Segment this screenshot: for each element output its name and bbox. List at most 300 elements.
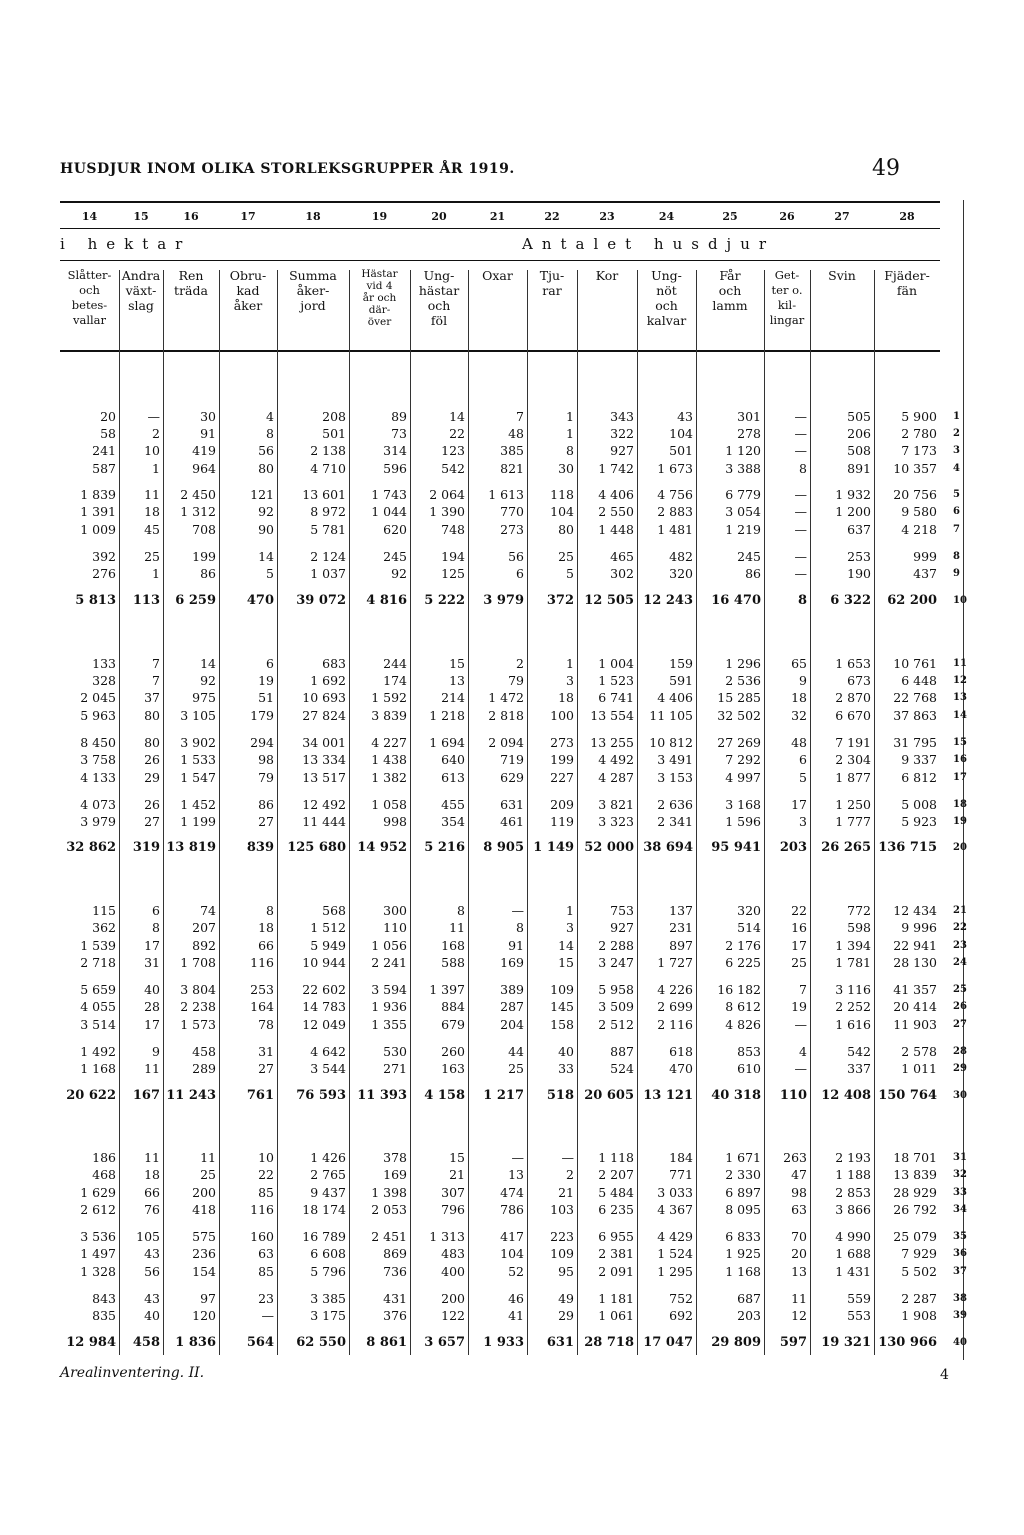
row-number: 24 <box>953 957 967 968</box>
table-cell: 3 247 <box>598 955 634 970</box>
table-cell: 1 533 <box>180 752 216 767</box>
table-total-cell: 518 <box>546 1088 574 1103</box>
table-total-cell: 14 952 <box>357 840 407 855</box>
table-cell: 27 824 <box>302 708 346 723</box>
table-cell: 1 932 <box>835 487 871 502</box>
row-number: 27 <box>953 1019 967 1030</box>
table-cell: 28 <box>144 999 160 1014</box>
column-divider <box>277 270 278 1355</box>
column-number: 15 <box>133 210 149 223</box>
row-number: 37 <box>953 1266 967 1277</box>
table-cell: 1 777 <box>835 814 871 829</box>
table-cell: 1 009 <box>80 522 116 537</box>
table-cell: — <box>794 443 807 458</box>
table-cell: 76 <box>144 1202 160 1217</box>
table-cell: 12 434 <box>893 903 937 918</box>
table-total-cell: 13 121 <box>643 1088 693 1103</box>
table-cell: 46 <box>508 1291 524 1306</box>
table-total-cell: 564 <box>246 1335 274 1350</box>
table-cell: 44 <box>508 1044 524 1059</box>
table-cell: 736 <box>383 1264 407 1279</box>
table-cell: 1 058 <box>371 797 407 812</box>
table-cell: 2 536 <box>725 673 761 688</box>
column-divider <box>349 270 350 1355</box>
table-total-cell: 62 200 <box>887 593 937 608</box>
column-header: Kor <box>595 268 619 283</box>
table-cell: 7 <box>152 656 160 671</box>
table-cell: 95 <box>558 1264 574 1279</box>
table-total-cell: 13 819 <box>166 840 216 855</box>
table-cell: 2 780 <box>901 426 937 441</box>
header-bottom-rule <box>60 350 940 352</box>
table-cell: 4 <box>266 409 274 424</box>
table-cell: 752 <box>669 1291 693 1306</box>
table-cell: 65 <box>791 656 807 671</box>
table-cell: 1 596 <box>725 814 761 829</box>
table-cell: 154 <box>192 1264 216 1279</box>
row-number: 30 <box>953 1090 967 1101</box>
row-number: 13 <box>953 692 967 703</box>
table-cell: 8 095 <box>725 1202 761 1217</box>
table-cell: 2 304 <box>835 752 871 767</box>
column-divider <box>410 270 411 1355</box>
row-number: 2 <box>953 428 960 439</box>
table-cell: 11 105 <box>649 708 693 723</box>
row-number: 31 <box>953 1152 967 1163</box>
table-cell: 1 397 <box>429 982 465 997</box>
table-total-cell: 4 816 <box>366 593 407 608</box>
row-number: 18 <box>953 799 967 810</box>
table-total-cell: 4 158 <box>424 1088 465 1103</box>
table-cell: 4 073 <box>80 797 116 812</box>
table-cell: 1 613 <box>488 487 524 502</box>
table-cell: 376 <box>383 1308 407 1323</box>
table-cell: 199 <box>550 752 574 767</box>
row-number: 22 <box>953 922 967 933</box>
table-cell: 4 133 <box>80 770 116 785</box>
table-cell: 3 323 <box>598 814 634 829</box>
table-cell: 27 <box>144 814 160 829</box>
table-cell: 79 <box>508 673 524 688</box>
row-number: 1 <box>953 411 960 422</box>
table-cell: 91 <box>508 938 524 953</box>
column-number: 16 <box>183 210 199 223</box>
row-number: 8 <box>953 551 960 562</box>
table-cell: 3 544 <box>310 1061 346 1076</box>
table-cell: 2 450 <box>180 487 216 502</box>
table-cell: 1 250 <box>835 797 871 812</box>
table-cell: 109 <box>550 982 574 997</box>
column-number: 23 <box>599 210 615 223</box>
table-cell: 73 <box>391 426 407 441</box>
column-number: 20 <box>431 210 447 223</box>
table-cell: 6 <box>266 656 274 671</box>
table-cell: 320 <box>737 903 761 918</box>
table-total-cell: 372 <box>546 593 574 608</box>
table-cell: 92 <box>391 566 407 581</box>
table-cell: 164 <box>250 999 274 1014</box>
table-cell: 1 727 <box>657 955 693 970</box>
column-header: Ung- hästar och föl <box>418 268 460 328</box>
table-cell: 2 138 <box>310 443 346 458</box>
colno-rule <box>60 228 940 229</box>
table-cell: 2 193 <box>835 1150 871 1165</box>
table-cell: 103 <box>550 1202 574 1217</box>
table-cell: 2 381 <box>598 1246 634 1261</box>
table-cell: 25 <box>200 1167 216 1182</box>
table-cell: 80 <box>558 522 574 537</box>
table-cell: 2 853 <box>835 1185 871 1200</box>
table-cell: 1 044 <box>371 504 407 519</box>
table-cell: 2 818 <box>488 708 524 723</box>
table-cell: 1 328 <box>80 1264 116 1279</box>
table-cell: 8 <box>799 461 807 476</box>
table-cell: 385 <box>500 443 524 458</box>
table-total-cell: 6 322 <box>830 593 871 608</box>
table-cell: 1 394 <box>835 938 871 953</box>
table-cell: 158 <box>550 1017 574 1032</box>
table-total-cell: 12 243 <box>643 593 693 608</box>
table-total-cell: 20 605 <box>584 1088 634 1103</box>
table-cell: — <box>561 1150 574 1165</box>
table-total-cell: 40 318 <box>711 1088 761 1103</box>
table-cell: 337 <box>847 1061 871 1076</box>
table-cell: 63 <box>258 1246 274 1261</box>
table-cell: 19 <box>791 999 807 1014</box>
table-cell: 276 <box>92 566 116 581</box>
table-cell: 3 116 <box>835 982 871 997</box>
table-cell: 1 743 <box>371 487 407 502</box>
table-cell: 223 <box>550 1229 574 1244</box>
table-cell: 1 188 <box>835 1167 871 1182</box>
row-number: 35 <box>953 1231 967 1242</box>
table-cell: 1 219 <box>725 522 761 537</box>
table-cell: 771 <box>669 1167 693 1182</box>
table-cell: — <box>794 504 807 519</box>
table-cell: 999 <box>913 549 937 564</box>
table-cell: 26 792 <box>893 1202 937 1217</box>
table-cell: 869 <box>383 1246 407 1261</box>
table-cell: 1 313 <box>429 1229 465 1244</box>
row-number: 33 <box>953 1187 967 1198</box>
table-cell: 483 <box>441 1246 465 1261</box>
table-cell: 200 <box>441 1291 465 1306</box>
column-divider <box>119 270 120 1355</box>
table-cell: — <box>794 1017 807 1032</box>
table-cell: 21 <box>449 1167 465 1182</box>
table-cell: 63 <box>791 1202 807 1217</box>
table-cell: 206 <box>847 426 871 441</box>
table-cell: 16 <box>791 920 807 935</box>
table-cell: 470 <box>669 1061 693 1076</box>
table-cell: 6 448 <box>901 673 937 688</box>
table-cell: 14 <box>200 656 216 671</box>
table-cell: 786 <box>500 1202 524 1217</box>
column-header: Tju- rar <box>539 268 565 298</box>
table-cell: 753 <box>610 903 634 918</box>
table-cell: 8 <box>152 920 160 935</box>
table-cell: 273 <box>500 522 524 537</box>
column-header: Andra växt- slag <box>121 268 161 313</box>
row-number: 25 <box>953 984 967 995</box>
table-cell: 9 437 <box>310 1185 346 1200</box>
table-cell: 52 <box>508 1264 524 1279</box>
table-cell: 3 033 <box>657 1185 693 1200</box>
table-cell: 2 091 <box>598 1264 634 1279</box>
row-number: 17 <box>953 772 967 783</box>
table-cell: 683 <box>322 656 346 671</box>
table-cell: 1 295 <box>657 1264 693 1279</box>
table-cell: 19 <box>258 673 274 688</box>
table-cell: 301 <box>737 409 761 424</box>
table-cell: 2 <box>516 656 524 671</box>
table-cell: 4 710 <box>310 461 346 476</box>
table-cell: 207 <box>192 920 216 935</box>
table-cell: 927 <box>610 920 634 935</box>
table-cell: 18 <box>144 1167 160 1182</box>
table-cell: 25 <box>558 549 574 564</box>
table-cell: 97 <box>200 1291 216 1306</box>
column-number: 21 <box>489 210 506 223</box>
column-number: 24 <box>658 210 675 223</box>
table-cell: 66 <box>258 938 274 953</box>
table-cell: 4 997 <box>725 770 761 785</box>
table-cell: 1 118 <box>598 1150 634 1165</box>
table-cell: 27 <box>258 1061 274 1076</box>
table-cell: 1 877 <box>835 770 871 785</box>
row-number: 11 <box>953 658 967 669</box>
column-number: 26 <box>779 210 795 223</box>
table-cell: 8 972 <box>310 504 346 519</box>
table-cell: 2 765 <box>310 1167 346 1182</box>
table-cell: 15 <box>558 955 574 970</box>
table-cell: 679 <box>441 1017 465 1032</box>
table-total-cell: 38 694 <box>643 840 693 855</box>
table-cell: 2 094 <box>488 735 524 750</box>
table-cell: 20 <box>100 409 116 424</box>
column-header: Get- ter o. kil- lingar <box>769 268 805 327</box>
table-cell: 80 <box>258 461 274 476</box>
table-cell: 10 <box>144 443 160 458</box>
table-total-cell: 29 809 <box>711 1335 761 1350</box>
table-cell: 123 <box>441 443 465 458</box>
table-cell: 30 <box>200 409 216 424</box>
table-cell: 508 <box>847 443 871 458</box>
table-cell: 3 594 <box>371 982 407 997</box>
table-total-cell: 458 <box>132 1335 160 1350</box>
table-cell: 12 <box>791 1308 807 1323</box>
table-cell: 13 601 <box>302 487 346 502</box>
table-cell: 6 741 <box>598 690 634 705</box>
table-cell: 328 <box>92 673 116 688</box>
table-cell: 418 <box>192 1202 216 1217</box>
table-cell: 9 996 <box>901 920 937 935</box>
table-cell: 169 <box>383 1167 407 1182</box>
table-cell: 1 <box>566 409 574 424</box>
table-cell: 85 <box>258 1185 274 1200</box>
table-cell: — <box>794 426 807 441</box>
table-cell: 11 <box>144 487 160 502</box>
table-cell: 417 <box>500 1229 524 1244</box>
table-cell: 1 <box>566 903 574 918</box>
table-total-cell: 6 259 <box>175 593 216 608</box>
table-cell: 194 <box>441 549 465 564</box>
column-divider <box>577 270 578 1355</box>
table-cell: 1 168 <box>725 1264 761 1279</box>
table-cell: 6 779 <box>725 487 761 502</box>
table-cell: 1 573 <box>180 1017 216 1032</box>
table-cell: 4 227 <box>371 735 407 750</box>
table-cell: 6 670 <box>835 708 871 723</box>
table-cell: 3 979 <box>80 814 116 829</box>
table-cell: 474 <box>500 1185 524 1200</box>
table-cell: 11 444 <box>302 814 346 829</box>
table-cell: 8 612 <box>725 999 761 1014</box>
table-cell: 4 756 <box>657 487 693 502</box>
table-cell: 2 <box>152 426 160 441</box>
table-cell: 7 292 <box>725 752 761 767</box>
table-cell: 5 <box>266 566 274 581</box>
table-cell: 300 <box>383 903 407 918</box>
table-cell: 400 <box>441 1264 465 1279</box>
row-number: 39 <box>953 1310 967 1321</box>
column-divider <box>874 270 875 1355</box>
table-total-cell: 1 933 <box>483 1335 524 1350</box>
table-cell: 287 <box>500 999 524 1014</box>
table-total-cell: 52 000 <box>584 840 634 855</box>
table-cell: 3 <box>566 673 574 688</box>
table-cell: 109 <box>550 1246 574 1261</box>
table-cell: 21 <box>558 1185 574 1200</box>
table-cell: 253 <box>250 982 274 997</box>
column-divider <box>468 270 469 1355</box>
table-cell: — <box>794 1061 807 1076</box>
row-number: 23 <box>953 940 967 951</box>
table-cell: 322 <box>610 426 634 441</box>
table-cell: 12 492 <box>302 797 346 812</box>
table-cell: 1 653 <box>835 656 871 671</box>
table-cell: 2 238 <box>180 999 216 1014</box>
table-total-cell: 130 966 <box>878 1335 937 1350</box>
table-total-cell: 32 862 <box>66 840 116 855</box>
table-cell: 231 <box>669 920 693 935</box>
row-number: 32 <box>953 1169 967 1180</box>
table-cell: 214 <box>441 690 465 705</box>
row-number: 16 <box>953 754 967 765</box>
table-cell: 5 484 <box>598 1185 634 1200</box>
table-cell: 56 <box>144 1264 160 1279</box>
table-cell: 29 <box>144 770 160 785</box>
table-cell: 1 181 <box>598 1291 634 1306</box>
table-cell: 25 <box>144 549 160 564</box>
table-total-cell: 12 505 <box>584 593 634 608</box>
table-cell: 3 168 <box>725 797 761 812</box>
table-cell: 1 296 <box>725 656 761 671</box>
table-cell: 4 492 <box>598 752 634 767</box>
table-cell: 1 492 <box>80 1044 116 1059</box>
table-total-cell: 136 715 <box>878 840 937 855</box>
table-cell: 891 <box>847 461 871 476</box>
table-cell: 461 <box>500 814 524 829</box>
table-cell: 2 341 <box>657 814 693 829</box>
table-total-cell: 150 764 <box>878 1088 937 1103</box>
table-total-cell: 8 <box>797 593 807 608</box>
table-total-cell: 5 216 <box>424 840 465 855</box>
table-cell: 27 269 <box>717 735 761 750</box>
table-cell: 1 <box>566 656 574 671</box>
table-cell: 975 <box>192 690 216 705</box>
table-cell: 253 <box>847 549 871 564</box>
table-cell: 273 <box>550 735 574 750</box>
table-cell: 4 406 <box>657 690 693 705</box>
table-cell: 116 <box>250 955 274 970</box>
table-cell: 79 <box>258 770 274 785</box>
group-label-hektar: i hektar <box>60 235 192 253</box>
table-cell: 16 789 <box>302 1229 346 1244</box>
table-cell: 3 758 <box>80 752 116 767</box>
table-cell: 1 629 <box>80 1185 116 1200</box>
table-cell: 28 130 <box>893 955 937 970</box>
column-header: Hästar vid 4 år och där- över <box>361 268 398 328</box>
table-cell: 1 312 <box>180 504 216 519</box>
table-cell: 43 <box>144 1246 160 1261</box>
table-cell: 22 602 <box>302 982 346 997</box>
table-cell: 378 <box>383 1150 407 1165</box>
table-cell: 320 <box>669 566 693 581</box>
table-cell: 32 <box>791 708 807 723</box>
table-cell: 16 182 <box>717 982 761 997</box>
table-cell: 389 <box>500 982 524 997</box>
table-cell: 23 <box>258 1291 274 1306</box>
table-cell: 559 <box>847 1291 871 1306</box>
table-cell: 9 <box>152 1044 160 1059</box>
table-cell: 20 414 <box>893 999 937 1014</box>
table-cell: 3 388 <box>725 461 761 476</box>
table-cell: 8 <box>266 426 274 441</box>
column-header: Ung- nöt och kalvar <box>646 268 687 328</box>
table-cell: 1 448 <box>598 522 634 537</box>
table-cell: 927 <box>610 443 634 458</box>
table-cell: 186 <box>92 1150 116 1165</box>
table-cell: 17 <box>144 938 160 953</box>
table-cell: 1 <box>152 461 160 476</box>
table-cell: 160 <box>250 1229 274 1244</box>
table-cell: 596 <box>383 461 407 476</box>
table-cell: 4 <box>799 1044 807 1059</box>
table-cell: 598 <box>847 920 871 935</box>
column-header: Summa åker- jord <box>289 268 337 313</box>
table-total-cell: 8 861 <box>366 1335 407 1350</box>
table-cell: 168 <box>441 938 465 953</box>
table-cell: 640 <box>441 752 465 767</box>
table-cell: 6 <box>799 752 807 767</box>
table-cell: 6 955 <box>598 1229 634 1244</box>
table-cell: 3 866 <box>835 1202 871 1217</box>
table-cell: 1 011 <box>901 1061 937 1076</box>
table-cell: 241 <box>92 443 116 458</box>
table-cell: 6 235 <box>598 1202 634 1217</box>
table-cell: 673 <box>847 673 871 688</box>
table-total-cell: 1 836 <box>175 1335 216 1350</box>
table-total-cell: 839 <box>246 840 274 855</box>
column-header: Slåtter- och betes- vallar <box>67 268 112 327</box>
table-cell: 3 175 <box>310 1308 346 1323</box>
table-cell: 100 <box>550 708 574 723</box>
row-number: 6 <box>953 506 960 517</box>
table-cell: 1 936 <box>371 999 407 1014</box>
table-cell: 204 <box>500 1017 524 1032</box>
table-cell: 1 199 <box>180 814 216 829</box>
